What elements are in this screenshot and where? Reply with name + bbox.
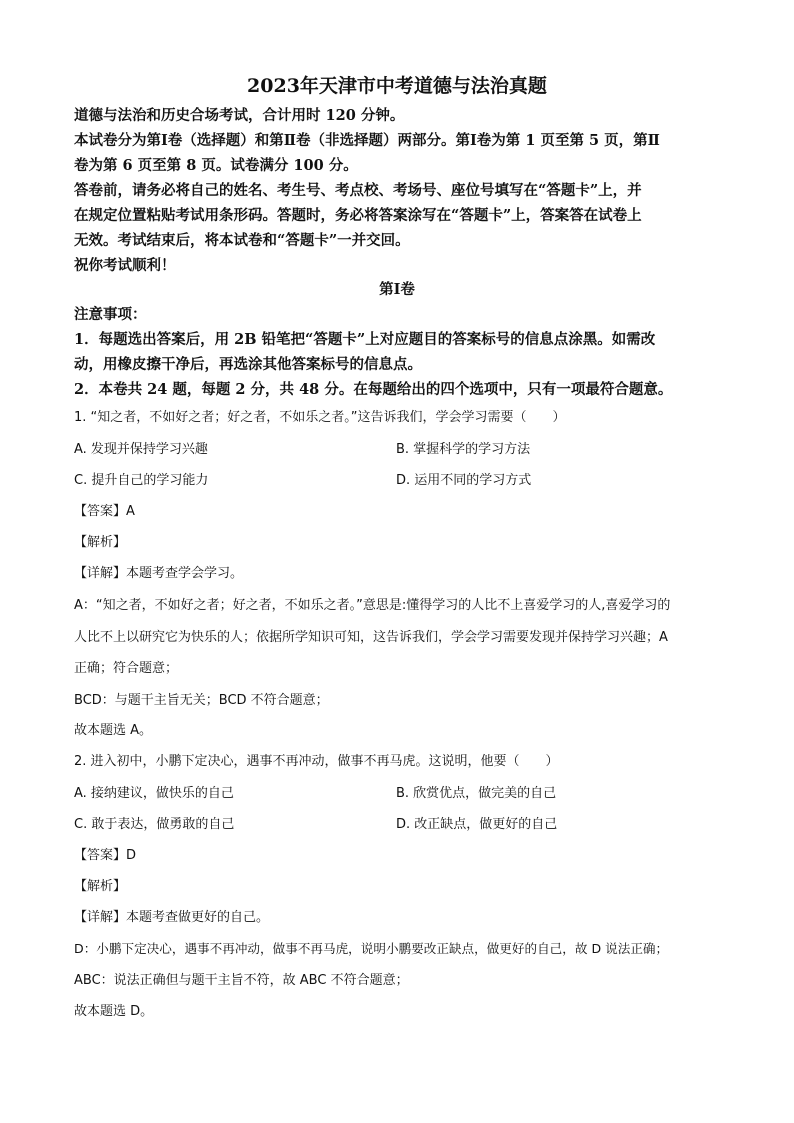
q2-analysis-label: 【解析】 [74,879,127,894]
notice-line: 2．本卷共 24 题，每题 2 分，共 48 分。在每题给出的四个选项中，只有一项最符合题意。 [74,381,673,398]
notice-line: 1．每题选出答案后，用 2B 铅笔把“答题卡”上对应题目的答案标号的信息点涂黑。如需改 [74,331,656,348]
question-1-stem: 1. “知之者，不如好之者；好之者，不如乐之者。”这告诉我们，学会学习需要（ ） [74,410,566,425]
q2-answer: 【答案】D [74,848,137,863]
q2-explain-line: ABC：说法正确但与题干主旨不符，故 ABC 不符合题意； [74,973,409,988]
q1-answer: 【答案】A [74,504,135,519]
q1-explain-line: BCD：与题干主旨无关；BCD 不符合题意； [74,693,329,708]
q2-option-a: A. 接纳建议，做快乐的自己 [74,786,234,801]
q1-explain-line: 正确；符合题意； [74,661,179,676]
q2-explain-line: D：小鹏下定决心，遇事不再冲动，做事不再马虎，说明小鹏要改正缺点，做更好的自己，故 D 说法正确； [74,941,669,956]
q1-detail: 【详解】本题考查学会学习。 [74,566,244,581]
q1-explain-line: 故本题选 A。 [74,723,153,738]
q1-option-b: B. 掌握科学的学习方法 [396,442,531,457]
q1-option-a: A. 发现并保持学习兴趣 [74,442,208,457]
intro-line: 在规定位置粘贴考试用条形码。答题时，务必将答案涂写在“答题卡”上，答案答在试卷上 [74,207,642,224]
intro-line: 答卷前，请务必将自己的姓名、考生号、考点校、考场号、座位号填写在“答题卡”上，并 [74,182,642,199]
intro-line: 道德与法治和历史合场考试，合计用时 120 分钟。 [74,107,405,124]
q1-option-c: C. 提升自己的学习能力 [74,473,209,488]
q2-option-b: B. 欣赏优点，做完美的自己 [396,786,557,801]
section-heading: 第Ⅰ卷 [379,281,415,298]
q1-explain-line: 人比不上以研究它为快乐的人；依据所学知识可知，这告诉我们，学会学习需要发现并保持学习兴趣；A [74,630,668,645]
notice-heading: 注意事项： [74,306,147,323]
intro-line: 本试卷分为第Ⅰ卷（选择题）和第Ⅱ卷（非选择题）两部分。第Ⅰ卷为第 1 页至第 5 页，第Ⅱ [74,132,660,149]
q2-explain-line: 故本题选 D。 [74,1004,154,1019]
q1-explain-line: A：“知之者，不如好之者；好之者，不如乐之者。”意思是:懂得学习的人比不上喜爱学习的人,喜爱学习的 [74,598,671,613]
intro-line: 祝你考试顺利！ [74,257,176,274]
intro-line: 卷为第 6 页至第 8 页。试卷满分 100 分。 [74,157,358,174]
intro-line: 无效。考试结束后，将本试卷和“答题卡”一并交回。 [74,232,410,249]
q1-analysis-label: 【解析】 [74,535,127,550]
q2-option-c: C. 敢于表达，做勇敢的自己 [74,817,235,832]
page-title: 2023年天津市中考道德与法治真题 [247,75,547,97]
q1-option-d: D. 运用不同的学习方式 [396,473,532,488]
q2-detail: 【详解】本题考查做更好的自己。 [74,910,270,925]
notice-line: 动，用橡皮擦干净后，再选涂其他答案标号的信息点。 [74,356,422,373]
question-2-stem: 2. 进入初中，小鹏下定决心，遇事不再冲动，做事不再马虎。这说明，他要（ ） [74,754,559,769]
q2-option-d: D. 改正缺点，做更好的自己 [396,817,558,832]
